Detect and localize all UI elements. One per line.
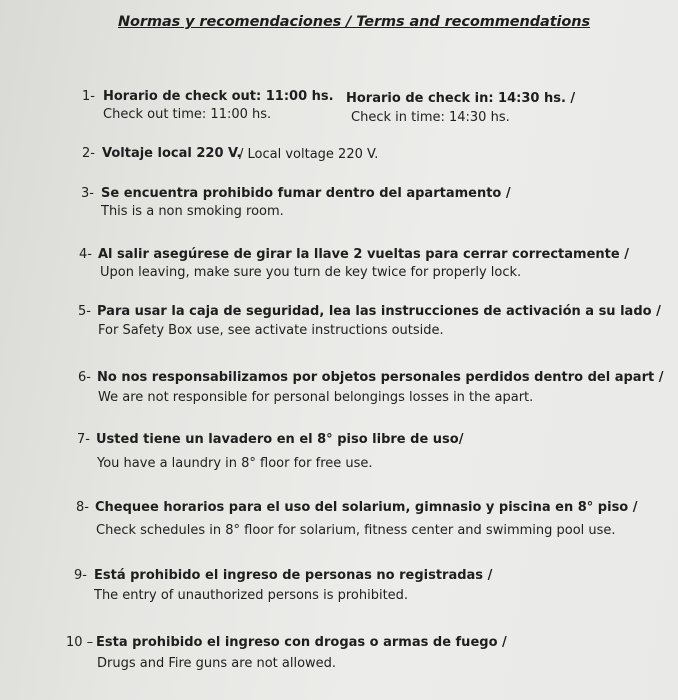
list-item-2 bbox=[82, 144, 642, 164]
item-6-en: We are not responsible for personal belongings losses in the apart. bbox=[98, 390, 534, 405]
item-9-es: Está prohibido el ingreso de personas no registradas / bbox=[94, 568, 493, 583]
item-number: 3- bbox=[81, 186, 94, 201]
list-item-10 bbox=[66, 633, 656, 675]
item-3-es: Se encuentra prohibido fumar dentro del apartamento / bbox=[101, 186, 511, 201]
item-5-en: For Safety Box use, see activate instructions outside. bbox=[98, 323, 444, 338]
item-9-en: The entry of unauthorized persons is prohibited. bbox=[94, 588, 409, 603]
item-3-en: This is a non smoking room. bbox=[101, 204, 284, 219]
item-1-en-left: Check out time: 11:00 hs. bbox=[103, 107, 272, 122]
item-1-es-left: Horario de check out: 11:00 hs. bbox=[103, 89, 334, 104]
item-1-en-right: Check in time: 14:30 hs. bbox=[351, 110, 510, 125]
item-4-es: Al salir asegúrese de girar la llave 2 vueltas para cerrar correctamente / bbox=[98, 247, 629, 262]
item-number: 6- bbox=[78, 370, 91, 385]
item-7-en: You have a laundry in 8° floor for free use. bbox=[97, 456, 373, 471]
list-item-4 bbox=[79, 245, 659, 285]
item-2-es: Voltaje local 220 V. bbox=[102, 146, 242, 161]
list-item-8 bbox=[76, 498, 676, 542]
document-title: Normas y recomendaciones / Terms and recommendations bbox=[118, 14, 591, 30]
item-number: 10 – bbox=[66, 635, 94, 650]
item-6-es: No nos responsabilizamos por objetos personales perdidos dentro del apart / bbox=[97, 370, 664, 385]
item-8-en: Check schedules in 8° floor for solarium, fitness center and swimming pool use. bbox=[96, 523, 616, 538]
item-7-es: Usted tiene un lavadero en el 8° piso libre de uso/ bbox=[96, 432, 464, 447]
item-8-es: Chequee horarios para el uso del solarium, gimnasio y piscina en 8° piso / bbox=[95, 500, 638, 515]
item-1-es-right: Horario de check in: 14:30 hs. / bbox=[346, 91, 576, 106]
item-10-en: Drugs and Fire guns are not allowed. bbox=[97, 656, 337, 671]
item-number: 2- bbox=[82, 146, 95, 161]
item-number: 1- bbox=[82, 89, 95, 104]
item-number: 8- bbox=[76, 500, 89, 515]
item-number: 9- bbox=[74, 568, 87, 583]
list-item-7 bbox=[77, 430, 667, 470]
item-number: 4- bbox=[79, 247, 92, 262]
list-item-1 bbox=[82, 87, 642, 127]
item-4-en: Upon leaving, make sure you turn de key twice for properly lock. bbox=[100, 265, 522, 280]
item-10-es: Esta prohibido el ingreso con drogas o armas de fuego / bbox=[96, 635, 507, 650]
list-item-9 bbox=[74, 566, 664, 606]
list-item-6 bbox=[78, 368, 668, 408]
list-item-5 bbox=[78, 302, 668, 342]
item-number: 7- bbox=[77, 432, 90, 447]
list-item-3 bbox=[81, 184, 641, 224]
item-2-en: / Local voltage 220 V. bbox=[239, 147, 379, 162]
item-number: 5- bbox=[78, 304, 91, 319]
item-5-es: Para usar la caja de seguridad, lea las instrucciones de activación a su lado / bbox=[97, 304, 661, 319]
